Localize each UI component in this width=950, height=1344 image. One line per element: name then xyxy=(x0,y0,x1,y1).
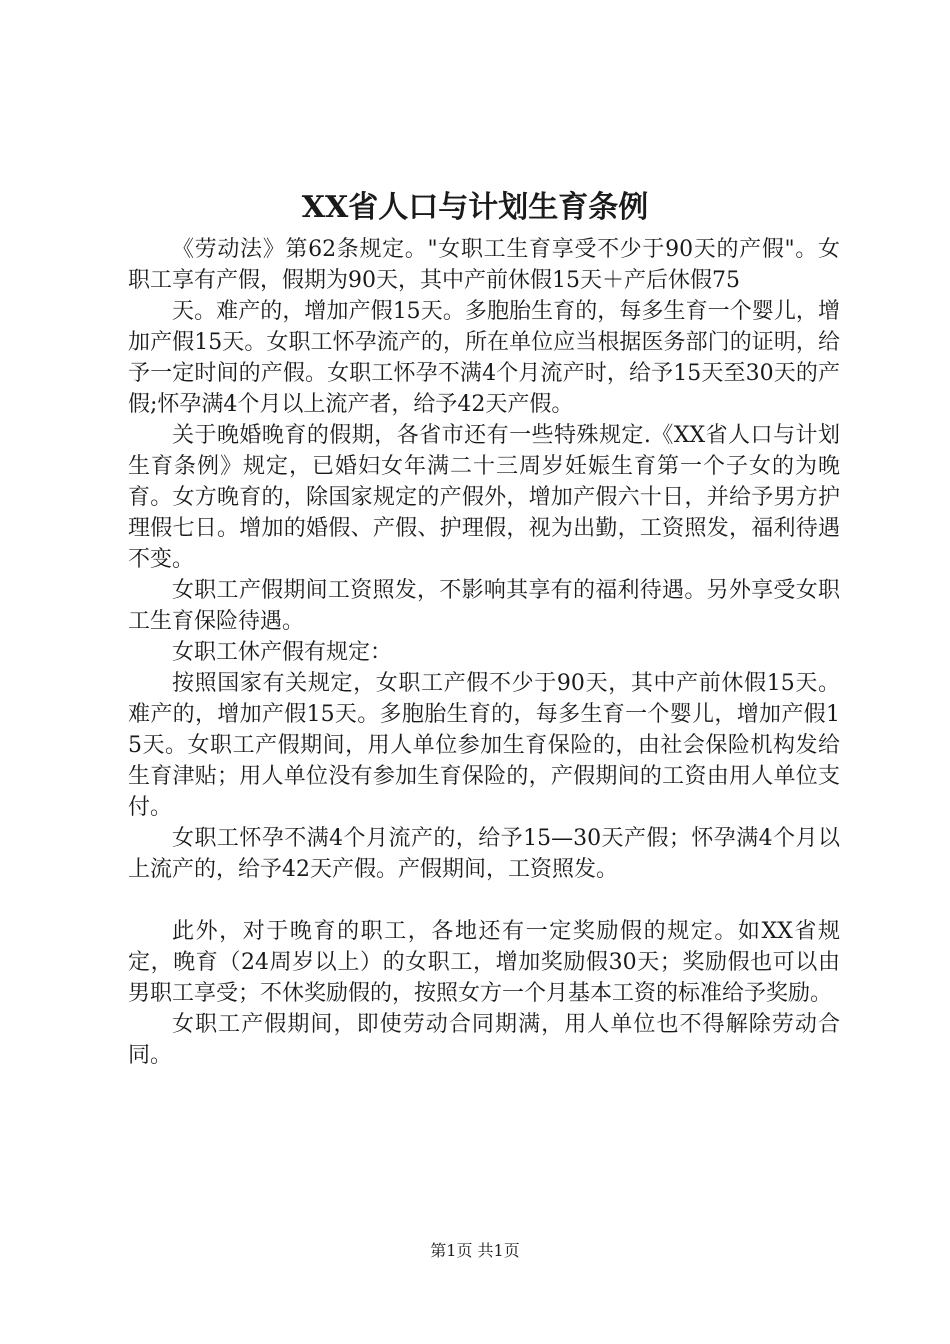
blank-line xyxy=(128,885,840,916)
paragraph-contract: 女职工产假期间，即使劳动合同期满，用人单位也不得解除劳动合同。 xyxy=(128,1012,840,1068)
page-footer: 第1页 共1页 xyxy=(430,1241,520,1260)
paragraph-salary: 女职工产假期间工资照发，不影响其享有的福利待遇。另外享受女职工生育保险待遇。 xyxy=(128,578,840,634)
paragraph-rules-heading: 女职工休产假有规定： xyxy=(172,640,393,665)
paragraph-difficult-birth: 天。难产的，增加产假15天。多胞胎生育的，每多生育一个婴儿，增加产假15天。女职工怀孕流产的，所在单位应当根据医务部门的证明，给予一定时间的产假。女职工怀孕不满4个月流产时，给予15天至30天的产假;怀孕满4个月以上流产者，给予42天产假。 xyxy=(128,299,840,417)
paragraph-labor-law: 《劳动法》第62条规定。"女职工生育享受不少于90天的产假"。女职工享有产假，假期为90天，其中产前休假15天＋产后休假75 xyxy=(128,237,840,293)
document-body xyxy=(128,234,840,1071)
paragraph-late-marriage: 关于晚婚晚育的假期，各省市还有一些特殊规定.《XX省人口与计划生育条例》规定，已婚妇女年满二十三周岁妊娠生育第一个子女的为晚育。女方晚育的，除国家规定的产假外，增加产假六十日，并给予男方护理假七日。增加的婚假、产假、护理假，视为出勤，工资照发，福利待遇不变。 xyxy=(128,423,840,572)
paragraph-national-rules: 按照国家有关规定，女职工产假不少于90天，其中产前休假15天。难产的，增加产假15天。多胞胎生育的，每多生育一个婴儿，增加产假15天。女职工产假期间，用人单位参加生育保险的，由社会保险机构发给生育津贴；用人单位没有参加生育保险的，产假期间的工资由用人单位支付。 xyxy=(128,671,840,820)
document-title: XX省人口与计划生育条例 xyxy=(301,190,649,225)
paragraph-reward-leave: 此外，对于晚育的职工，各地还有一定奖励假的规定。如XX省规定，晚育（24周岁以上）的女职工，增加奖励假30天；奖励假也可以由男职工享受；不休奖励假的，按照女方一个月基本工资的标准给予奖励。 xyxy=(128,919,840,1006)
paragraph-miscarriage: 女职工怀孕不满4个月流产的，给予15—30天产假；怀孕满4个月以上流产的，给予42天产假。产假期间，工资照发。 xyxy=(128,826,840,882)
